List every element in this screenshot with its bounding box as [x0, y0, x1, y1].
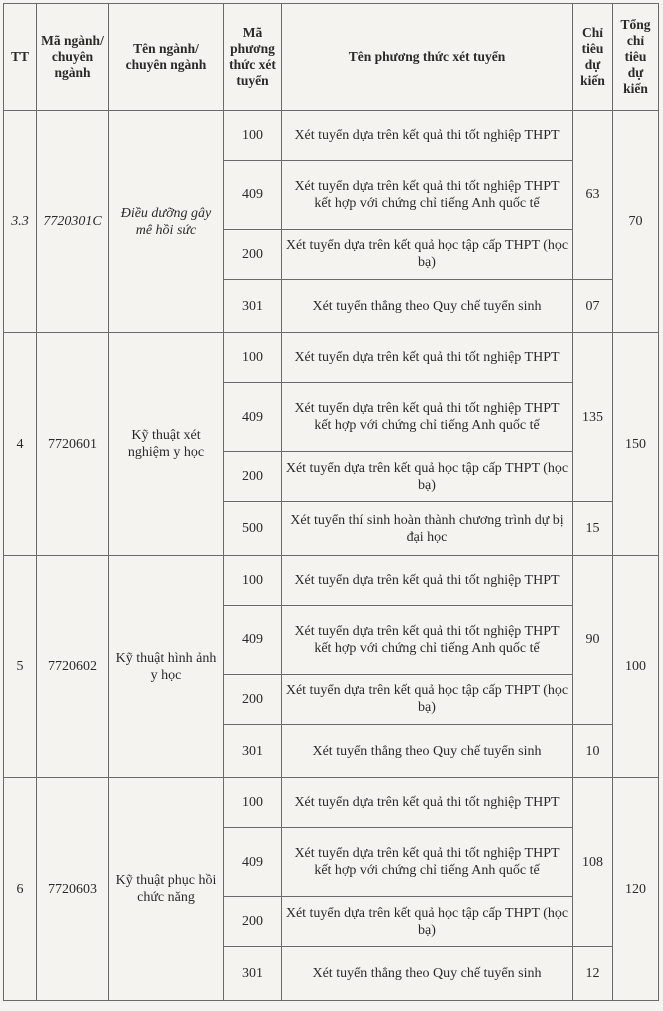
method-code: 409 — [224, 160, 282, 229]
method-code: 500 — [224, 502, 282, 556]
quota-value: 63 — [573, 111, 613, 280]
method-name: Xét tuyển dựa trên kết quả thi tốt nghiệp THPT kết hợp với chứng chỉ tiếng Anh quốc tế — [282, 383, 573, 452]
method-code: 200 — [224, 452, 282, 502]
program-name: Kỹ thuật hình ảnh y học — [109, 555, 224, 777]
total-quota-value: 150 — [613, 333, 659, 555]
program-tt: 4 — [4, 333, 37, 555]
table-row — [4, 111, 659, 161]
method-code: 409 — [224, 383, 282, 452]
table-row — [4, 778, 659, 828]
method-name: Xét tuyển dựa trên kết quả học tập cấp THPT (học bạ) — [282, 229, 573, 279]
method-code: 409 — [224, 605, 282, 674]
header-method-code: Mã phương thức xét tuyển — [224, 4, 282, 111]
method-code: 100 — [224, 778, 282, 828]
quota-value: 90 — [573, 555, 613, 724]
header-method-name: Tên phương thức xét tuyển — [282, 4, 573, 111]
method-code: 301 — [224, 279, 282, 333]
method-name: Xét tuyển dựa trên kết quả thi tốt nghiệp THPT — [282, 111, 573, 161]
program-name: Kỹ thuật phục hồi chức năng — [109, 778, 224, 1001]
method-code: 200 — [224, 229, 282, 279]
program-code: 7720602 — [37, 555, 109, 777]
method-name: Xét tuyển dựa trên kết quả thi tốt nghiệp THPT — [282, 778, 573, 828]
quota-value: 10 — [573, 724, 613, 778]
header-quota: Chỉ tiêu dự kiến — [573, 4, 613, 111]
method-name: Xét tuyển thẳng theo Quy chế tuyển sinh — [282, 279, 573, 333]
method-code: 200 — [224, 674, 282, 724]
header-tt: TT — [4, 4, 37, 111]
quota-value: 108 — [573, 778, 613, 947]
method-code: 100 — [224, 555, 282, 605]
total-quota-value: 100 — [613, 555, 659, 777]
method-name: Xét tuyển dựa trên kết quả thi tốt nghiệp THPT kết hợp với chứng chỉ tiếng Anh quốc tế — [282, 160, 573, 229]
method-code: 100 — [224, 333, 282, 383]
method-code: 409 — [224, 828, 282, 897]
header-major-code: Mã ngành/ chuyên ngành — [37, 4, 109, 111]
method-name: Xét tuyển dựa trên kết quả học tập cấp THPT (học bạ) — [282, 897, 573, 947]
method-code: 100 — [224, 111, 282, 161]
program-code: 7720601 — [37, 333, 109, 555]
method-code: 200 — [224, 897, 282, 947]
method-code: 301 — [224, 724, 282, 778]
program-code: 7720301C — [37, 111, 109, 333]
method-name: Xét tuyển dựa trên kết quả thi tốt nghiệp THPT — [282, 555, 573, 605]
method-name: Xét tuyển dựa trên kết quả thi tốt nghiệp THPT kết hợp với chứng chỉ tiếng Anh quốc tế — [282, 605, 573, 674]
total-quota-value: 70 — [613, 111, 659, 333]
admission-table — [3, 3, 659, 1001]
method-name: Xét tuyển thẳng theo Quy chế tuyển sinh — [282, 947, 573, 1001]
method-name: Xét tuyển thí sinh hoàn thành chương trình dự bị đại học — [282, 502, 573, 556]
program-tt: 6 — [4, 778, 37, 1001]
program-tt: 5 — [4, 555, 37, 777]
quota-value: 12 — [573, 947, 613, 1001]
method-name: Xét tuyển dựa trên kết quả học tập cấp THPT (học bạ) — [282, 452, 573, 502]
program-name: Điều dưỡng gây mê hồi sức — [109, 111, 224, 333]
method-code: 301 — [224, 947, 282, 1001]
header-major-name: Tên ngành/ chuyên ngành — [109, 4, 224, 111]
method-name: Xét tuyển thẳng theo Quy chế tuyển sinh — [282, 724, 573, 778]
table-row — [4, 555, 659, 605]
quota-value: 15 — [573, 502, 613, 556]
table-row — [4, 333, 659, 383]
method-name: Xét tuyển dựa trên kết quả thi tốt nghiệp THPT kết hợp với chứng chỉ tiếng Anh quốc tế — [282, 828, 573, 897]
program-tt: 3.3 — [4, 111, 37, 333]
program-code: 7720603 — [37, 778, 109, 1001]
header-row — [4, 4, 659, 111]
quota-value: 135 — [573, 333, 613, 502]
header-total-quota: Tổng chỉ tiêu dự kiến — [613, 4, 659, 111]
quota-value: 07 — [573, 279, 613, 333]
method-name: Xét tuyển dựa trên kết quả thi tốt nghiệp THPT — [282, 333, 573, 383]
program-name: Kỹ thuật xét nghiệm y học — [109, 333, 224, 555]
total-quota-value: 120 — [613, 778, 659, 1001]
method-name: Xét tuyển dựa trên kết quả học tập cấp THPT (học bạ) — [282, 674, 573, 724]
